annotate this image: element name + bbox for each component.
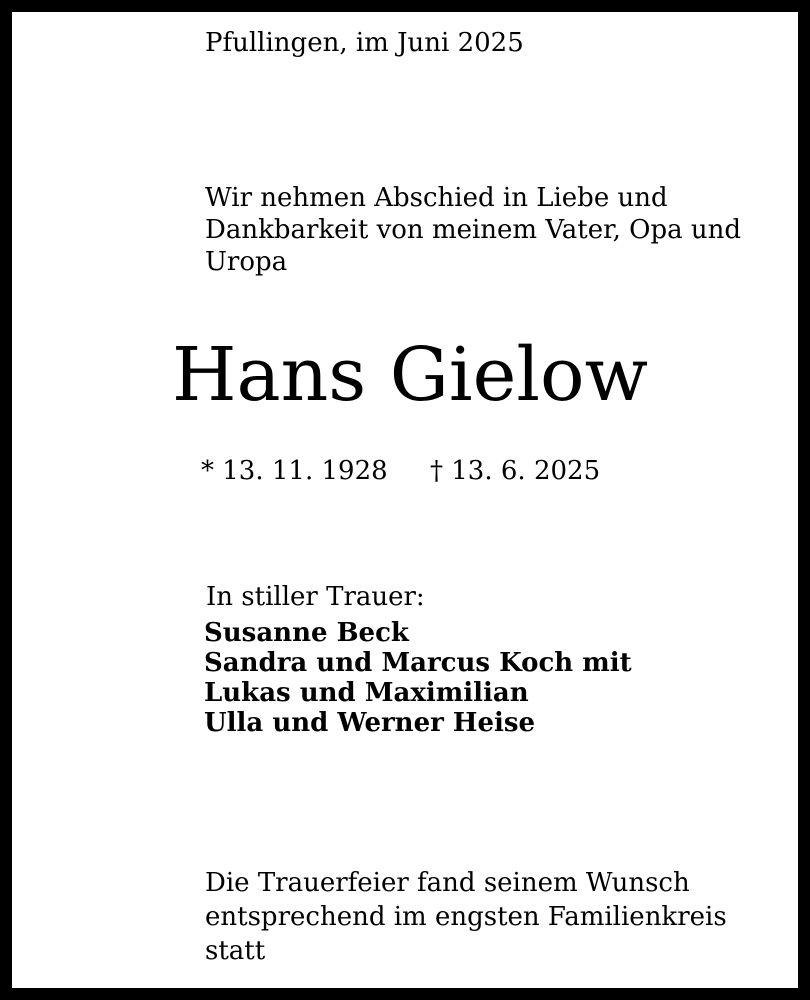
- funeral-line: statt: [205, 936, 266, 966]
- funeral-line: entsprechend im engsten Familienkreis: [205, 902, 727, 932]
- intro-text: [205, 182, 765, 278]
- mourner-name: Sandra und Marcus Koch mit: [204, 648, 632, 678]
- funeral-note: [205, 866, 765, 968]
- intro-line: Dankbarkeit von meinem Vater, Opa und: [205, 215, 742, 245]
- mourner-name: Lukas und Maximilian: [204, 678, 529, 708]
- mourner-name: Susanne Beck: [204, 618, 409, 648]
- place-date: Pfullingen, im Juni 2025: [205, 28, 524, 58]
- death-date: † 13. 6. 2025: [430, 456, 601, 486]
- mourners-list: [204, 618, 632, 738]
- mourning-label: In stiller Trauer:: [206, 582, 425, 612]
- intro-line: Uropa: [205, 247, 288, 277]
- deceased-name: Hans Gielow: [172, 332, 648, 418]
- funeral-line: Die Trauerfeier fand seinem Wunsch: [205, 868, 690, 898]
- mourner-name: Ulla und Werner Heise: [204, 708, 536, 738]
- birth-date: * 13. 11. 1928: [201, 456, 388, 486]
- intro-line: Wir nehmen Abschied in Liebe und: [205, 183, 668, 213]
